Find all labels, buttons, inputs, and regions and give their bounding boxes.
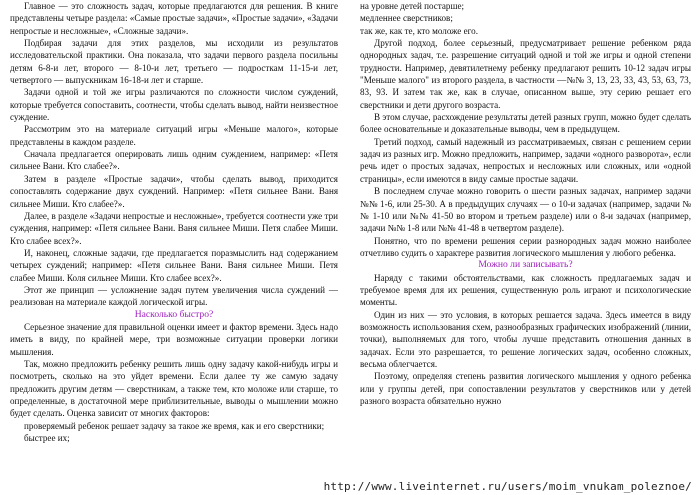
left-paragraph-1: Главное — это сложность задач, которые предлагаются для решения. В книге представлены четыре раздела: «Самые простые задачи», «Простые задачи», «Задачи непростые и несложные», «Сложные задачи». — [10, 1, 338, 36]
left-paragraph-13: быстрее их; — [24, 433, 70, 444]
left-page — [10, 0, 338, 477]
left-paragraph-9: Этот же принцип — усложнение задач путем увеличения числа суждений — реализован на материале каждой логической игры. — [10, 284, 338, 308]
right-paragraph-5: Понятно, что по времени решения серии разнородных задач можно наиболее отчетливо судить о характере развития логического мышления у любого ребенка. — [360, 235, 691, 258]
left-paragraph-11: Так, можно предложить ребенку решить лишь одну задачу какой-нибудь игры и посмотреть, сколько на это уйдет времени. Если далее ту же самую задачу предложить другим детям — сверстникам, а также тем, кто моложе или старше, то определенные, в достаточной мере приблизительные, выводы о мышлении можно будет сделать. Оценка зависит от многих факторов: — [10, 358, 338, 419]
right-paragraph-3: Третий подход, самый надежный из рассматриваемых, связан с решением серии задач из разных игр. Можно предложить, например, задачи «одного разворота», если речь идет о простых задачах, непростых и несложных или сложных, или «одной страницы», если имеются в виду самые простые задачи. — [360, 136, 691, 184]
left-paragraph-2: Подбирая задачи для этих разделов, мы исходили из результатов исследовательской практики. Она показала, что задачи первого раздела посильны детям 6-8-и лет, второго — 8-10-и лет, третьего — подросткам 11-15-и лет, четвертого — выпускникам 16-18-и лет и старше. — [10, 38, 338, 86]
right-paragraph-8: Поэтому, определяя степень развития логического мышления у одного ребенка или у группы детей, при сопоставлении результатов у сверстников или у детей разного возраста обязательно нужно — [360, 371, 691, 406]
left-paragraph-6: Затем в разделе «Простые задачи», чтобы сделать вывод, приходится сопоставлять содержание двух суждений. Например: «Петя сильнее Вани. Ваня сильнее Миши. Кто слабее?». — [10, 173, 338, 209]
right-paragraph-2: В этом случае, расхождение результаты детей разных групп, можно будет сделать более основательные и доказательные выводы, чем в предыдущем. — [360, 112, 691, 135]
left-paragraph-8: И, наконец, сложные задачи, где предлагается поразмыслить над содержанием четырех суждений; например: «Петя сильнее Вани. Ваня сильнее Миши. Петя слабее Миши. Коля сильнее Миши. Кто слабее всех?». — [10, 247, 338, 283]
section-heading-how-fast: Насколько быстро? — [134, 308, 214, 320]
right-list-line-3: так же, как те, кто моложе его. — [360, 25, 478, 36]
right-paragraph-6: Наряду с такими обстоятельствами, как сложность предлагаемых задач и требуемое время для их решения, существенную роль играют и психологические моменты. — [360, 272, 691, 308]
left-paragraph-5: Сначала предлагается оперировать лишь одним суждением, например: «Петя сильнее Вани. Кто слабее?». — [10, 149, 338, 172]
left-paragraph-3: Задачи одной и той же игры различаются по сложности числом суждений, которые требуется сопоставить, соотнести, чтобы сделать вывод, найти неизвестное суждение. — [10, 87, 338, 123]
right-page — [360, 0, 691, 477]
right-list-line-1: на уровне детей постарше; — [360, 1, 465, 11]
source-url-watermark: http://www.liveinternet.ru/users/moim_vnukam_poleznoe/ — [323, 480, 692, 493]
right-paragraph-7: Один из них — это условия, в которых решается задача. Здесь имеется в виду возможность использования схем, разнообразных графических изображений (линии, точки), выполняемых для того, чтобы лучше представить отношения данных в задачах. Если это разрешается, то решение логических задач, особенно сложных, весьма облегчается. — [360, 309, 691, 369]
left-paragraph-10: Серьезное значение для правильной оценки имеет и фактор времени. Здесь надо иметь в виду, по крайней мере, три возможные ситуации проверки логики мышления. — [10, 321, 338, 357]
right-paragraph-1: Другой подход, более серьезный, предусматривает решение ребенком ряда однородных задач, т.е. разрешение ситуаций одной и той же игры и одной степени трудности. Например, девятилетнему ребенку предлагают решить 10-12 задач игры "Меньше малого" из второго раздела, в частности —№№ 3, 13, 23, 33, 43, 53, 63, 73, 83, 93. И затем так же, как в случае, описанном выше, эту серию решает его сверстники и дети другого возраста. — [360, 38, 691, 110]
right-list-line-2: медленнее сверстников; — [360, 13, 453, 24]
left-paragraph-7: Далее, в разделе «Задачи непростые и несложные», требуется соотнести уже три суждения, например: «Петя сильнее Вани. Ваня сильнее Миши. Петя слабее Миши. Кто слабее всех?». — [10, 210, 338, 246]
left-paragraph-12: проверяемый ребенок решает задачу за такое же время, как и его сверстники; — [24, 420, 325, 431]
left-paragraph-4: Рассмотрим это на материале ситуаций игры «Меньше малого», которые представлены в каждом разделе. — [10, 124, 338, 147]
section-heading-can-write: Можно ли записывать? — [478, 259, 573, 271]
right-paragraph-4: В последнем случае можно говорить о шести разных задачах, например задачи №№ 1-6, или 25-30. А в предыдущих случаях — о 10-и задачах (например, задачи №№ 1-10 или №№ 41-50 во втором и третьем разделе) или о 8-и задачах (например, задачи №№ 1-8 или №№ 41-48 в четвертом разделе). — [360, 186, 691, 234]
